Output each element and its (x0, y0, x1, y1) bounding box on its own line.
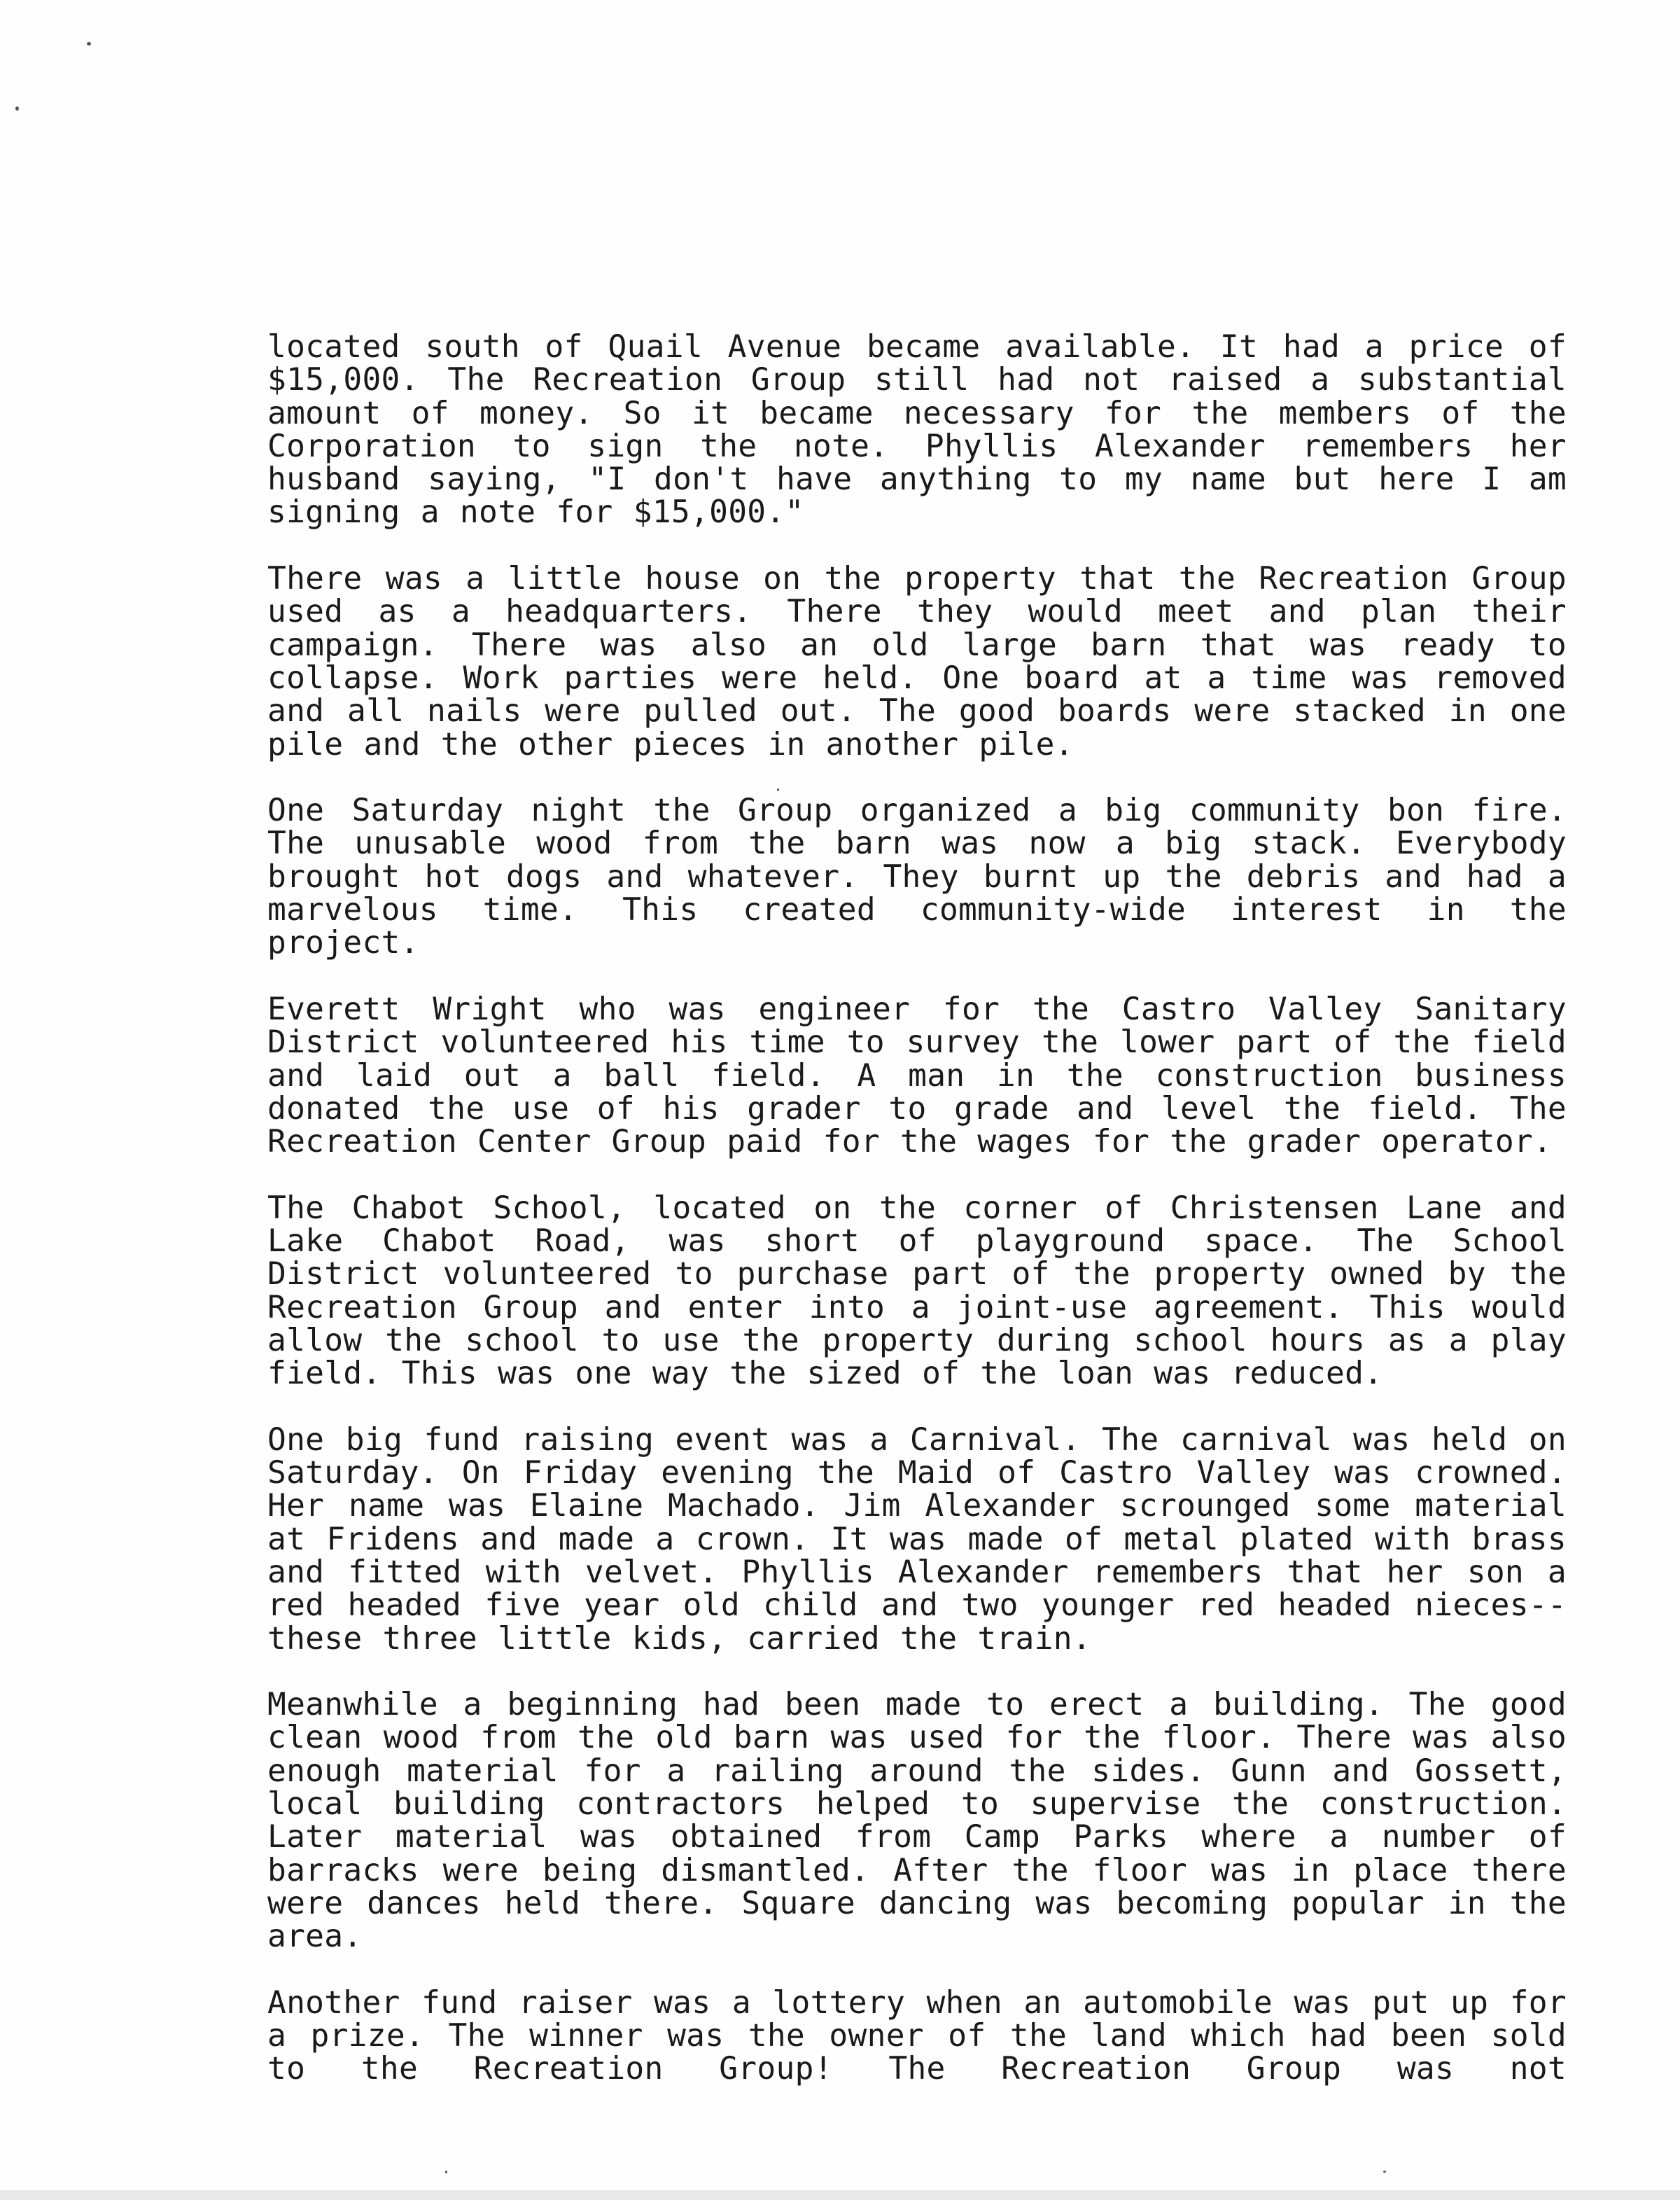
paragraph: Another fund raiser was a lottery when an automobile was put up for a prize. The winner was the owner of the land which had been sold to the Recreation Group! The Recreation Group was not (267, 1984, 1567, 2087)
document-body (267, 330, 1567, 2086)
paragraph: located south of Quail Avenue became available. It had a price of $15,000. The Recreation Group still had not raised a substantial amount of money. So it became necessary for the members of the Corporation to sign the note. Phyllis Alexander remembers her husband saying, "I don't have anything to my name but here I am signing a note for $15,000." (267, 329, 1567, 531)
scan-speck (1383, 2171, 1386, 2173)
paragraph: One Saturday night the Group organized a big community bon fire. The unusable wood from the barn was now a big stack. Everybody brought hot dogs and whatever. They burnt up the debris and had a marvelous time. This created community-wide interest in the project. (267, 793, 1567, 961)
paragraph: There was a little house on the property that the Recreation Group used as a headquarters. There they would meet and plan their campaign. There was also an old large barn that was ready to collapse. Work parties were held. One board at a time was removed and all nails were pulled out. The good boards were stacked in one pile and the other pieces in another pile. (267, 561, 1567, 763)
paragraph: Everett Wright who was engineer for the Castro Valley Sanitary District volunteered his time to survey the lower part of the field and laid out a ball field. A man in the construction business donated the use of his grader to grade and level the field. The Recreation Center Group paid for the wages for the grader operator. (267, 991, 1567, 1160)
scan-speck (445, 2171, 447, 2173)
paragraph: One big fund raising event was a Carnival. The carnival was held on Saturday. On Friday evening the Maid of Castro Valley was crowned. Her name was Elaine Machado. Jim Alexander scrounged some material at Fridens and made a crown. It was made of metal plated with brass and fitted with velvet. Phyllis Alexander remembers that her son a red headed five year old child and two younger red headed nieces--these three little kids, carried the train. (267, 1421, 1567, 1657)
scan-speck (87, 42, 91, 46)
paragraph: Meanwhile a beginning had been made to erect a building. The good clean wood from the old barn was used for the floor. There was also enough material for a railing around the sides. Gunn and Gossett, local building contractors helped to supervise the construction. Later material was obtained from Camp Parks where a number of barracks were being dismantled. After the floor was in place there were dances held there. Square dancing was becoming popular in the area. (267, 1687, 1567, 1955)
page-bottom-edge (0, 2190, 1680, 2200)
paragraph: The Chabot School, located on the corner of Christensen Lane and Lake Chabot Road, was short of playground space. The School District volunteered to purchase part of the property owned by the Recreation Group and enter into a joint-use agreement. This would allow the school to use the property during school hours as a play field. This was one way the sized of the loan was reduced. (267, 1190, 1567, 1392)
scan-speck (15, 106, 19, 111)
